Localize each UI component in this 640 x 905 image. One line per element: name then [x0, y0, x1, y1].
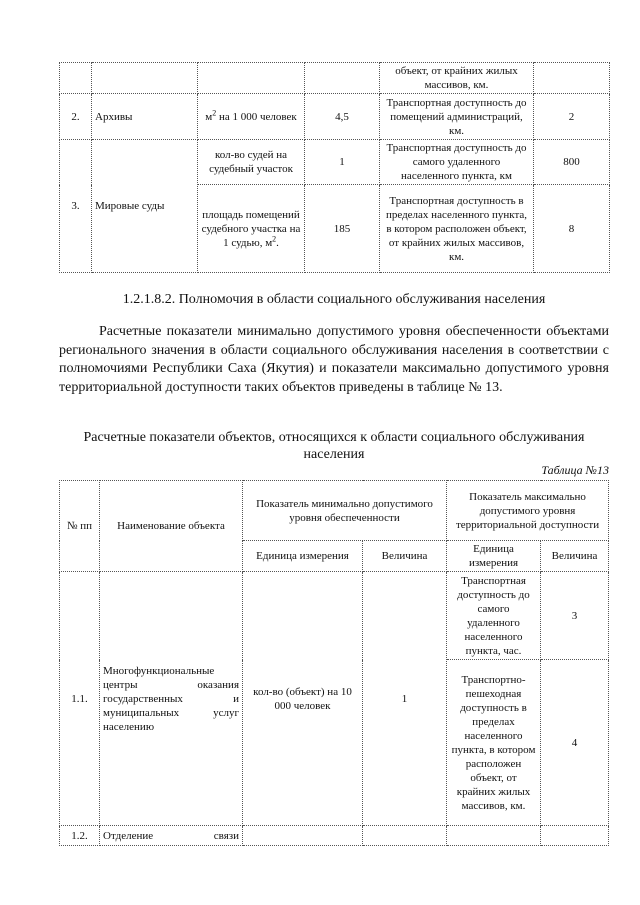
cell-num: 2.	[60, 94, 92, 140]
header-max-group: Показатель максимально допустимого уровня территориальной доступности	[447, 481, 609, 541]
cell-access-unit: Транспортно-пешеходная доступность в пределах населенного пункта, в котором расположен объект, от крайних жилых массивов, км.	[447, 660, 541, 826]
cell-num: 1.1.	[60, 572, 100, 826]
cell-unit: кол-во (объект) на 10 000 человек	[243, 572, 363, 826]
body-paragraph: Расчетные показатели минимально допустимого уровня обеспеченности объектами регионального значения в области социального обслуживания населения в соответствии с полномочиями Республики Саха (Якутия) и показатели максимально допустимого уровня территориальной доступности таких объектов приведены в таблице № 13.	[59, 324, 609, 395]
cell-name	[100, 826, 243, 846]
header-value: Величина	[541, 541, 609, 572]
cell-name: Мировые суды	[92, 140, 198, 273]
cell-access-unit: Транспортная доступность до помещений администраций, км.	[380, 94, 534, 140]
header-unit: Единица измерения	[243, 541, 363, 572]
table-row	[60, 94, 610, 140]
header-name: Наименование объекта	[100, 481, 243, 572]
cell-num: 3.	[60, 140, 92, 273]
cell-value: 4,5	[305, 94, 380, 140]
table-row	[60, 140, 610, 185]
section-heading: 1.2.1.8.2. Полномочия в области социального обслуживания населения	[122, 292, 546, 307]
cell-value: 1	[363, 572, 447, 826]
table-number: Таблица №13	[541, 463, 609, 477]
cell-access-value: 3	[541, 572, 609, 660]
cell-access-value: 800	[534, 140, 610, 185]
header-num: № пп	[60, 481, 100, 572]
cell-access-value: 4	[541, 660, 609, 826]
cell-access-unit: Транспортная доступность в пределах населенного пункта, в котором расположен объект, от крайних жилых массивов, км.	[380, 185, 534, 273]
cell-unit: $м^2$ на 1 000 человек	[198, 94, 305, 140]
cell-access-unit: объект, от крайних жилых массивов, км.	[380, 63, 534, 94]
table-caption: Расчетные показатели объектов, относящихся к области социального обслуживания населения	[83, 430, 585, 462]
cell-value: 185	[305, 185, 380, 273]
table-row	[60, 63, 610, 94]
cell-access-unit: Транспортная доступность до самого удаленного населенного пункта, км	[380, 140, 534, 185]
cell-value: 1	[305, 140, 380, 185]
cell-access-unit: Транспортная доступность до самого удаленного населенного пункта, час.	[447, 572, 541, 660]
cell-unit: кол-во судей на судебный участок	[198, 140, 305, 185]
cell-num: 1.2.	[60, 826, 100, 846]
table-continuation	[59, 62, 610, 273]
cell-access-value: 8	[534, 185, 610, 273]
table-13	[59, 480, 609, 846]
table-row	[60, 572, 609, 660]
cell-unit: площадь помещений судебного участка на 1 судью, $м^2$.	[198, 185, 305, 273]
table-row	[60, 826, 609, 846]
table-header-row	[60, 481, 609, 541]
cell-access-value: 2	[534, 94, 610, 140]
cell-name: Архивы	[92, 94, 198, 140]
cell-name-end: связи	[213, 829, 239, 842]
header-min-group: Показатель минимально допустимого уровня обеспеченности	[243, 481, 447, 541]
cell-name: Многофункциональные центры оказания государственных и муниципальных услуг населению	[100, 572, 243, 826]
header-value: Величина	[363, 541, 447, 572]
cell-name-start: Отделение	[103, 829, 154, 842]
header-unit: Единица измерения	[447, 541, 541, 572]
